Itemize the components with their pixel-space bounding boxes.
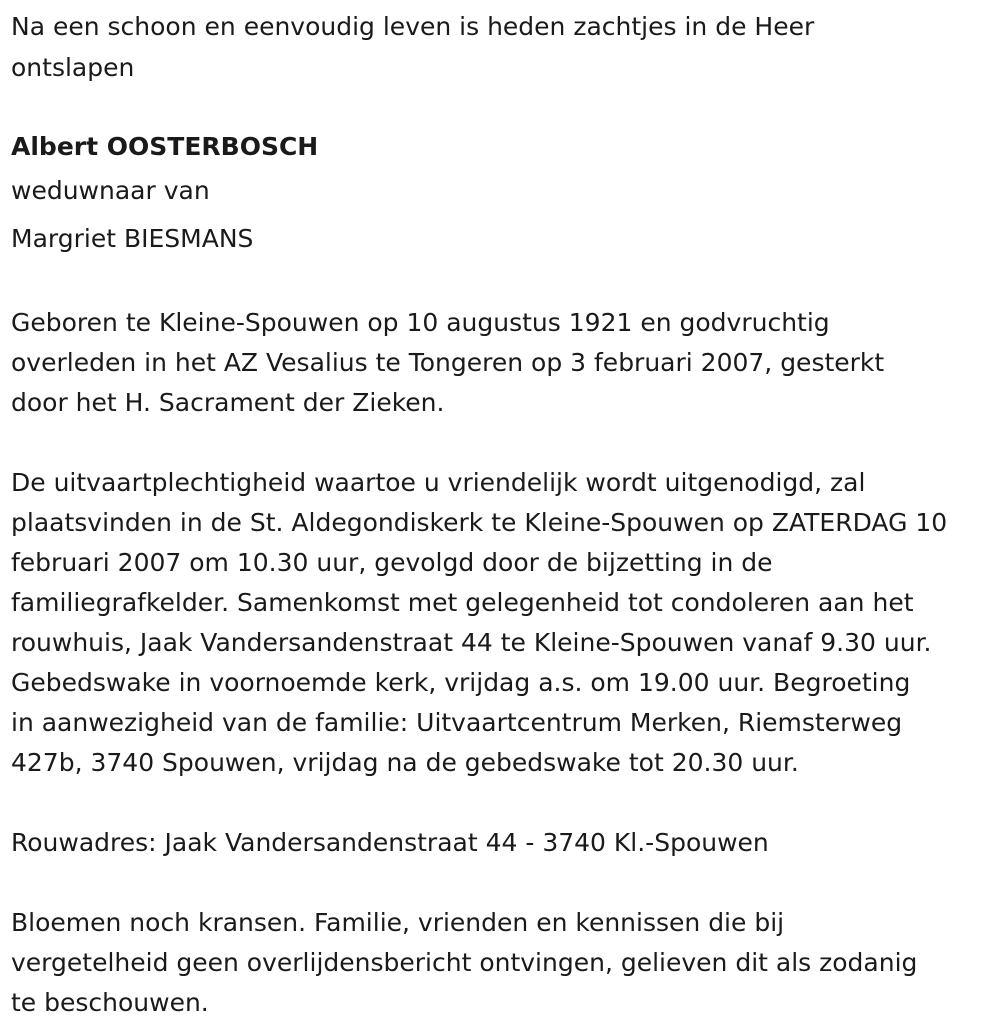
funeral-paragraph: De uitvaartplechtigheid waartoe u vriendelijk wordt uitgenodigd, zal plaatsvinden in de St. Aldegondiskerk te Kleine-Spouwen op ZATERDAG 10 februari 2007 om 10.30 uur, gevolgd door de bijzetting in de familiegrafkelder. Samenkomst met gelegenheid tot condoleren aan het rouwhuis, Jaak Vandersandenstraat 44 te Kleine-Spouwen vanaf 9.30 uur. Gebedswake in voornoemde kerk, vrijdag a.s. om 19.00 uur. Begroeting in aanwezigheid van de familie: Uitvaartcentrum Merken, Riemsterweg 427b, 3740 Spouwen, vrijdag na de gebedswake tot 20.30 uur.	[11, 468, 948, 777]
mourning-address: Rouwadres: Jaak Vandersandenstraat 44 - 3740 Kl.-Spouwen	[11, 828, 769, 857]
deceased-name: Albert OOSTERBOSCH	[11, 132, 319, 161]
intro-text: Na een schoon en eenvoudig leven is heden zachtjes in de Heer ontslapen	[11, 12, 815, 82]
birth-death-paragraph: Geboren te Kleine-Spouwen op 10 augustus 1921 en godvruchtig overleden in het AZ Vesalius te Tongeren op 3 februari 2007, gesterkt door het H. Sacrament der Zieken.	[11, 308, 885, 417]
relation-text: weduwnaar van	[11, 176, 210, 205]
spouse-name: Margriet BIESMANS	[11, 224, 254, 253]
closing-paragraph: Bloemen noch kransen. Familie, vrienden en kennissen die bij vergetelheid geen overlijdensbericht ontvingen, gelieven dit als zodanig te beschouwen.	[11, 908, 918, 1017]
obituary-notice	[11, 6, 996, 1023]
